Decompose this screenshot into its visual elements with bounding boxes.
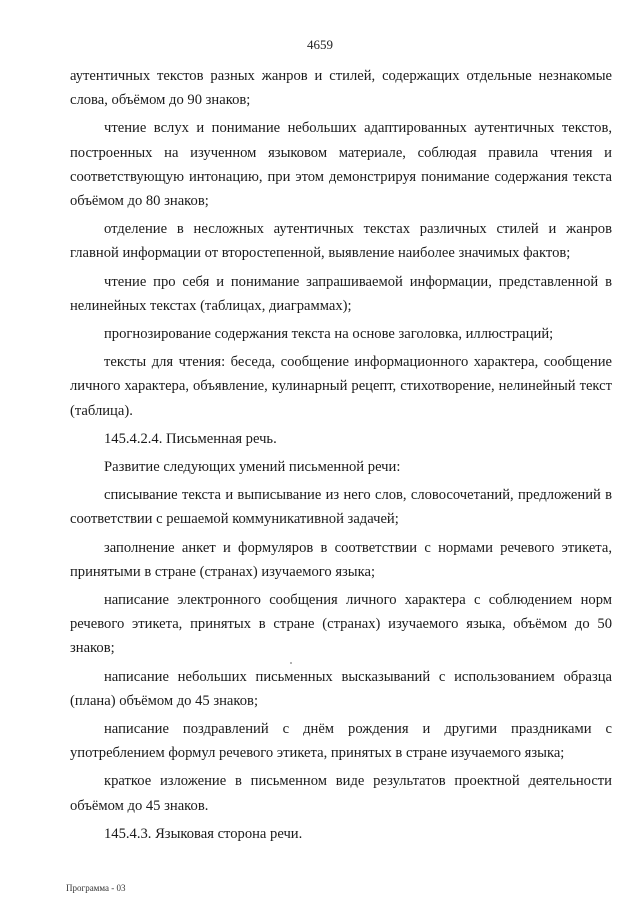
paragraph-main-information: отделение в несложных аутентичных текстах различных стилей и жанров главной информации от второстепенной, выявление наиболее значимых фактов; <box>70 221 612 262</box>
section-heading-written-speech: 145.4.2.4. Письменная речь. <box>104 430 277 447</box>
paragraph-short-statements: написание небольших письменных высказываний с использованием образца (плана) объёмом до 45 знаков; <box>70 668 612 709</box>
paragraph-reading-texts-continued: аутентичных текстов разных жанров и стилей, содержащих отдельные незнакомые слова, объёмом до 90 знаков; <box>70 68 612 109</box>
page-number: 4659 <box>307 37 333 52</box>
paragraph-nonlinear-texts: чтение про себя и понимание запрашиваемой информации, представленной в нелинейных текстах (таблицах, диаграммах); <box>70 273 612 314</box>
scan-speck <box>290 662 292 664</box>
paragraph-greetings: написание поздравлений с днём рождения и другими праздниками с употреблением формул речевого этикета, принятых в стране изучаемого языка; <box>70 721 612 762</box>
paragraph-reading-aloud: чтение вслух и понимание небольших адаптированных аутентичных текстов, построенных на изученном языковом материале, соблюдая правила чтения и соответствующую интонацию, при этом демонстрируя понимание содержания текста объёмом до 80 знаков; <box>70 120 612 210</box>
section-heading-language-side: 145.4.3. Языковая сторона речи. <box>104 825 303 842</box>
paragraph-email-writing: написание электронного сообщения личного характера с соблюдением норм речевого этикета, принятых в стране (странах) изучаемого языка, объёмом до 50 знаков; <box>70 592 612 657</box>
paragraph-written-skills-intro: Развитие следующих умений письменной речи: <box>104 459 401 476</box>
paragraph-filling-forms: заполнение анкет и формуляров в соответствии с нормами речевого этикета, принятыми в стране (странах) изучаемого языка; <box>70 539 612 580</box>
page-footer: Программа - 03 <box>66 883 126 893</box>
paragraph-reading-text-types: тексты для чтения: беседа, сообщение информационного характера, сообщение личного характера, объявление, кулинарный рецепт, стихотворение, нелинейный текст (таблица). <box>70 354 612 419</box>
document-body <box>70 64 612 850</box>
paragraph-forecasting: прогнозирование содержания текста на основе заголовка, иллюстраций; <box>104 326 554 343</box>
paragraph-project-summary: краткое изложение в письменном виде результатов проектной деятельности объёмом до 45 знаков. <box>70 773 612 814</box>
paragraph-copying-text: списывание текста и выписывание из него слов, словосочетаний, предложений в соответствии с решаемой коммуникативной задачей; <box>70 487 612 528</box>
